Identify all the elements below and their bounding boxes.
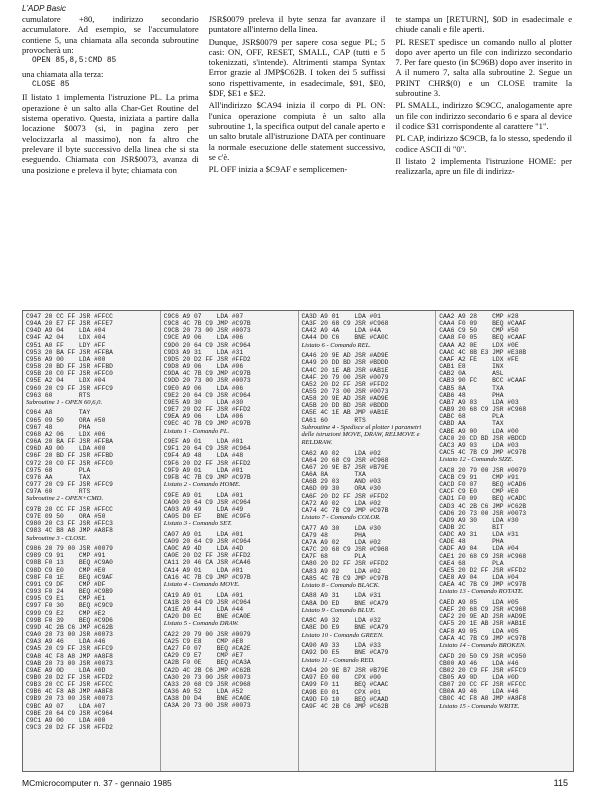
code-line: C960 20 C9 FF JSR #FFC9: [26, 384, 113, 392]
code-line: C9FB 4C 7B C9 JMP #C97B: [163, 473, 251, 481]
code-line: CAAF A2 FE LDX #FE: [439, 355, 519, 363]
code-line: CAB2 0A ASL: [439, 370, 504, 378]
code-line: CB0C 4C F8 A8 JMP #A8F8: [439, 695, 527, 703]
paragraph: PL RESET spedisce un comando nullo al plotter dopo aver aperto un file con indirizzo secondario 7. Per fare questo (in $C96B) dopo aver inserito in A il numero 7, salta alla subroutine 2. Segue un PRINT CHR$(0) e un CLOSE tramite la subroutine 3.: [395, 36, 572, 99]
code-line: CA05 D0 EF BNE #C9F6: [163, 513, 251, 521]
code-line: C97E 09 50 ORA #50: [26, 513, 106, 521]
code-line: C975 68 PLA: [26, 466, 91, 474]
code-line: CADE 48 PHA: [439, 538, 504, 546]
listing-caption: Listato 15 - Comando WRITE.: [439, 702, 520, 710]
code-line: CAB5 8A TXA: [439, 384, 504, 392]
paragraph: All'indirizzo $CA94 inizia il corpo di PL ON: l'unica operazione compiuta è un salto alla subroutine 1, la specifica output del canale aperto e un salto brutale all'istruzione DATA per continuare la normale esecuzione delle statement successivo, se c'è.: [208, 100, 386, 162]
code-line: C97B 20 CC FF JSR #FFCC: [26, 505, 113, 513]
code-line: CA94 20 9E B7 JSR #B79E: [301, 667, 389, 675]
code-line: C9EA A9 06 LDA #06: [163, 413, 244, 421]
code-line: CA5B 20 DD BD JSR #BDDD: [301, 402, 389, 410]
code-line: CAC5 4C 7B C9 JMP #C97B: [439, 448, 527, 456]
paragraph: cumulatore +80, indirizzo secondario accumulatore. Ad esempio, se l'accumulatore contiene 5, una chiamata alla seconda subroutine provocherà un:: [22, 14, 199, 55]
code-line: C9CE A9 06 LDA #06: [163, 334, 244, 342]
code-line: CA4F 20 79 00 JSR #0079: [301, 373, 389, 381]
code-line: CA16 4C 7B C9 JMP #C97B: [163, 573, 251, 581]
code-line: C9D5 20 D2 FF JSR #FFD2: [163, 355, 251, 363]
text-column: [209, 14, 386, 307]
code-line: CA00 20 64 C9 JSR #C964: [163, 498, 251, 506]
code-line: CAC0 20 CD BD JSR #BDCD: [439, 434, 527, 442]
code-line: CAB9 20 68 C9 JSR #C968: [439, 406, 527, 414]
code-line: C95B 20 C0 FF JSR #FFC0: [26, 370, 113, 378]
code-line: CA36 A9 52 LDA #52: [163, 688, 244, 695]
code-line: C98F F0 1E BEQ #C9AF: [26, 573, 113, 581]
code-line: CAE1 20 68 C9 JSR #C968: [439, 552, 527, 560]
code-line: C95E A2 04 LDX #04: [26, 377, 106, 385]
code-line: CA09 20 64 C9 JSR #C964: [163, 538, 251, 545]
code-line: C96A 20 BA FF JSR #FFBA: [26, 438, 113, 446]
code-line: C98D C9 E0 CMP #E0: [26, 566, 106, 574]
code-sample: OPEN 85,8,5:CMD 85: [32, 57, 117, 66]
code-line: CA30 20 73 00 JSR #0073: [163, 673, 251, 681]
code-line: C9D8 A9 06 LDA #06: [163, 363, 244, 371]
code-line: C9C3 20 D2 FF JSR #FFD2: [26, 724, 113, 732]
code-line: C99D 4C 2B C6 JMP #C62B: [26, 623, 113, 631]
code-line: C9B3 20 CC FF JSR #FFCC: [26, 681, 113, 689]
code-line: CA1B 20 64 C9 JSR #C964: [163, 598, 251, 606]
code-line: C983 4C B8 A8 JMP #A8F8: [26, 527, 113, 535]
code-line: C9AE A9 0D LDA #0D: [26, 666, 106, 674]
listing-caption: Listato 2 - Comando HOME.: [163, 481, 241, 489]
code-line: CA52 20 D2 FF JSR #FFD2: [301, 380, 389, 388]
paragraph: Dunque, JSR$0079 per sapere cosa segue PL; 5 casi: ON, OFF, RESET, SMALL, CAP (tutti e 5 tokenizzati, s'intende). Altrimenti stampa Syntax Error grazie al JMP$C62B. I token dei 5 suffissi sono rispettivamente, in esadecimale, $91, $E0, $DF, $E1 e $E2.: [208, 36, 386, 99]
code-line: CAB6 48 PHA: [439, 391, 504, 399]
code-line: CAFD 20 50 C9 JSR #C950: [439, 652, 527, 660]
listing-column: [23, 311, 161, 771]
code-line: C94A 20 E7 FF JSR #FFE7: [26, 320, 113, 328]
code-line: CADF A9 04 LDA #04: [439, 545, 519, 553]
code-line: CAF2 20 9E AD JSR #AD9E: [439, 613, 527, 621]
code-line: CA77 A9 30 LDA #30: [301, 524, 381, 532]
code-line: CA9B E0 01 CPX #01: [301, 688, 381, 696]
code-line: CAF8 A9 05 LDA #05: [439, 627, 519, 635]
code-line: C976 AA TAX: [26, 473, 91, 481]
code-line: CA14 A9 01 LDA #01: [163, 566, 244, 574]
code-line: CAC8 20 79 00 JSR #0079: [439, 466, 527, 474]
code-line: CAE4 68 PLA: [439, 559, 504, 567]
paragraph: una chiamata alla terza:: [22, 68, 104, 79]
code-line: CA85 4C 7B C9 JMP #C97B: [301, 574, 389, 582]
code-line: CA9F 4C 2B C6 JMP #C62B: [301, 702, 389, 710]
code-line: CA8C A9 32 LDA #32: [301, 617, 381, 625]
code-line: C997 F0 30 BEQ #C9C9: [26, 602, 113, 610]
code-line: C98B F0 13 BEQ #C9A0: [26, 559, 113, 567]
code-line: CB02 20 C9 FF JSR #FFC9: [439, 666, 527, 674]
code-line: CAAA A2 0E LDX #0E: [439, 341, 519, 349]
listing-column: [161, 311, 299, 771]
code-line: CA22 20 79 00 JSR #0079: [163, 630, 251, 638]
code-line: CA1E A9 44 LDA #44: [163, 605, 244, 613]
code-line: CA5E 4C 1E AB JMP #AB1E: [301, 409, 389, 417]
code-line: CA6F 20 D2 FF JSR #FFD2: [301, 492, 389, 500]
code-line: CB07 20 CC FF JSR #FFCC: [439, 681, 527, 689]
code-line: CAAC 4C 8B E3 JMP #E38B: [439, 348, 527, 356]
assembly-listings: [22, 310, 574, 772]
code-line: CA88 A9 31 LDA #31: [301, 592, 381, 600]
code-line: C96D A9 00 LDA #00: [26, 445, 106, 453]
code-line: CA4C 20 1E AB JSR #AB1E: [301, 366, 389, 374]
code-line: CA25 C9 E8 CMP #E8: [163, 637, 244, 645]
code-line: CA92 D0 E5 BNE #CA79: [301, 649, 389, 657]
code-line: CA2D 4C 2B C6 JMP #C62B: [163, 666, 251, 674]
listing-caption: Listato 10 - Comando GREEN.: [301, 631, 384, 639]
code-line: C9B0 20 D2 FF JSR #FFD2: [26, 673, 113, 681]
code-line: CAA2 A9 28 CMP #28: [439, 313, 519, 320]
code-line: C9A3 A9 46 LDA #46: [26, 638, 106, 646]
listing-caption: Listato 3 - Comando SET.: [163, 520, 232, 528]
code-line: CAE8 A9 04 LDA #04: [439, 574, 519, 582]
code-line: C977 20 C9 FF JSR #FFC9: [26, 481, 113, 489]
code-line: CABD AA TAX: [439, 420, 504, 428]
code-line: CA61 60 RTS: [301, 416, 366, 424]
code-line: CA6B 29 03 AND #03: [301, 478, 381, 486]
code-line: C9F1 20 64 C9 JSR #C964: [163, 445, 251, 453]
listing-caption: Subroutine 4 - Spedisce al plotter i parametri delle istruzioni MOVE, DRAW, RELMOVE e RELDRAW.: [301, 423, 422, 446]
listing-caption: Listato 14 - Comando BROKEN.: [439, 641, 526, 649]
code-line: CAEF 20 68 C9 JSR #C968: [439, 606, 527, 614]
code-line: CA44 D0 C6 BNE #CA0C: [301, 334, 389, 342]
code-line: C9E7 20 D2 FF JSR #FFD2: [163, 406, 251, 414]
code-line: C964 A8 TAY: [26, 409, 91, 417]
code-line: CAF5 20 1E AB JSR #AB1E: [439, 620, 527, 628]
text-column: [22, 14, 199, 307]
code-line: CA80 20 D2 FF JSR #FFD2: [301, 560, 389, 568]
listing-caption: Listato 11 - Comando RED.: [301, 656, 375, 664]
code-line: CA90 A9 33 LDA #33: [301, 642, 381, 650]
code-line: C965 09 50 ORA #50: [26, 416, 106, 424]
code-line: CA0E 20 D2 FF JSR #FFD2: [163, 552, 251, 560]
text-column: [395, 14, 572, 307]
code-line: CAB3 90 FC BCC #CAAF: [439, 377, 527, 385]
code-line: CA0C A9 4D LDA #4D: [163, 545, 244, 553]
code-line: C9D3 A9 31 LDA #31: [163, 348, 244, 356]
code-line: CA29 C9 E7 CMP #E7: [163, 652, 244, 660]
code-line: CA27 F0 07 BEQ #CA2E: [163, 645, 251, 653]
code-line: C956 A9 00 LDA #00: [26, 355, 106, 363]
code-line: C94D A9 04 LDA #04: [26, 327, 106, 335]
code-line: C99B F0 39 BEQ #C9D6: [26, 616, 113, 624]
listing-caption: Listato 13 - Comando ROTATE.: [439, 588, 524, 596]
code-line: C9EC 4C 7B C9 JMP #C97B: [163, 420, 251, 428]
code-line: C9B6 4C F8 A8 JMP #A8F8: [26, 688, 113, 696]
code-line: C947 20 CC FF JSR #FFCC: [26, 313, 113, 320]
code-line: CA62 A9 02 LDA #02: [301, 449, 381, 457]
listing-caption: Listato 9 - Comando BLUE.: [301, 606, 376, 614]
code-line: CA7A A9 02 LDA #02: [301, 538, 381, 546]
code-line: C9CB 20 73 00 JSR #0073: [163, 327, 251, 335]
code-line: C951 A0 FF LDY #FF: [26, 341, 106, 349]
code-line: CB05 A9 0D LDA #0D: [439, 673, 519, 681]
code-line: C967 48 PHA: [26, 423, 91, 431]
code-line: CA3A 20 73 00 JSR #0073: [163, 702, 251, 710]
code-line: C991 C9 DF CMP #DF: [26, 580, 106, 588]
code-line: C989 C9 91 CMP #91: [26, 552, 106, 560]
code-line: C995 C9 E1 CMP #E1: [26, 595, 106, 603]
code-line: C972 20 C0 FF JSR #FFC0: [26, 459, 113, 467]
code-line: CAEA 4C 7B C9 JMP #C97B: [439, 581, 527, 589]
code-line: CA74 4C 7B C9 JMP #C97B: [301, 506, 389, 514]
paragraph: JSR$0079 preleva il byte senza far avanzare il puntatore all'interno della linea.: [208, 14, 386, 35]
code-line: C9C6 A9 07 LDA #07: [163, 313, 244, 320]
page-number: 115: [553, 778, 568, 788]
code-line: CAED A9 05 LDA #05: [439, 598, 519, 606]
code-line: C9B9 20 73 00 JSR #0073: [26, 695, 113, 703]
code-line: CA83 A9 02 LDA #02: [301, 567, 381, 575]
code-line: CAD1 F0 09 BEQ #CADC: [439, 495, 527, 503]
code-line: CA64 20 68 C9 JSR #C968: [301, 456, 389, 464]
code-line: C9DA 4C 7B C9 JMP #C97B: [163, 370, 251, 378]
code-line: CADC A9 31 LDA #31: [439, 531, 519, 539]
code-line: CB0A A9 46 LDA #46: [439, 688, 519, 696]
running-header: L'ADP Basic: [22, 4, 66, 13]
code-line: CACF C9 E0 CMP #E0: [439, 488, 519, 496]
code-line: C97A 60 RTS: [26, 488, 91, 496]
code-line: C993 F0 24 BEQ #C9B9: [26, 588, 113, 596]
code-line: C958 20 BD FF JSR #FFBD: [26, 363, 113, 371]
code-line: CA55 20 73 00 JSR #0073: [301, 388, 389, 395]
code-line: C9A5 20 C9 FF JSR #FFC9: [26, 645, 113, 653]
code-line: CAC3 A9 03 LDA #03: [439, 441, 519, 449]
code-line: C9E5 A9 30 LDA #30: [163, 398, 244, 406]
code-line: CA6D 09 30 ORA #30: [301, 485, 381, 493]
code-line: CA2B F0 0E BEQ #CA3A: [163, 659, 251, 667]
paragraph: Il listato 2 implementa l'istruzione HOME: per realizzarla, apre un file di indirizz-: [395, 155, 572, 177]
listing-caption: Subroutine 2 - OPEN+CMD.: [26, 495, 104, 503]
listing-caption: Subroutine 3 - CLOSE.: [26, 534, 87, 542]
paragraph: PL OFF inizia a $C9AF e semplicemen-: [208, 164, 348, 175]
code-line: CA19 A9 01 LDA #01: [163, 591, 244, 599]
listing-caption: Listato 7 - Comando COLOR.: [301, 513, 381, 521]
code-line: C963 60 RTS: [26, 391, 91, 399]
paragraph: te stampa un [RETURN], $0D in esadecimale e chiude canali e file aperti.: [395, 14, 572, 35]
code-line: CA7C 20 68 C9 JSR #C968: [301, 546, 389, 554]
code-line: CA79 48 PHA: [301, 531, 366, 539]
code-line: C94F A2 04 LDX #04: [26, 334, 106, 342]
code-line: CAB1 E8 INX: [439, 363, 504, 371]
code-sample: CLOSE 85: [32, 80, 70, 89]
code-line: CA3F 20 68 C9 JSR #C968: [301, 320, 389, 328]
code-line: C9D0 20 64 C9 JSR #C964: [163, 341, 251, 349]
code-line: CABC 68 PLA: [439, 413, 504, 421]
code-line: C9E0 A9 06 LDA #06: [163, 384, 244, 392]
code-line: CA42 A9 4A LDA #4A: [301, 327, 381, 335]
code-line: CAA8 F0 05 BEQ #CAAF: [439, 334, 527, 342]
code-line: CA11 20 46 CA JSR #CA46: [163, 559, 251, 567]
code-line: C9FE A9 01 LDA #01: [163, 491, 244, 499]
code-line: CA33 20 68 C9 JSR #C968: [163, 680, 251, 688]
code-line: C9A0 20 73 00 JSR #0073: [26, 631, 113, 639]
code-line: CA99 F0 11 BEQ #CAAC: [301, 681, 389, 689]
code-line: C9E2 20 64 C9 JSR #C964: [163, 391, 251, 399]
code-line: CA9D F0 10 BEQ #CAAD: [301, 695, 389, 703]
code-line: C9F6 20 D2 FF JSR #FFD2: [163, 459, 251, 467]
code-line: CAA4 F0 09 BEQ #CAAF: [439, 320, 527, 328]
listing-caption: Subroutine 1 - OPEN 60,6,0.: [26, 398, 103, 406]
code-line: CA7F 68 PLA: [301, 553, 366, 561]
code-line: CA8A D0 ED BNE #CA79: [301, 599, 389, 607]
code-line: C96F 20 BD FF JSR #FFBD: [26, 452, 113, 460]
code-line: C9BC A9 07 LDA #07: [26, 702, 106, 710]
code-line: C9F4 A9 48 LDA #48: [163, 452, 244, 460]
code-line: CACB C9 91 CMP #91: [439, 473, 519, 481]
code-line: CA58 20 9E AD JSR #AD9E: [301, 395, 389, 403]
code-line: CA03 A9 49 LDA #49: [163, 505, 244, 513]
code-line: CAFA 4C 7B C9 JMP #C97B: [439, 634, 527, 642]
listing-column: [436, 311, 573, 771]
code-line: C9C1 A9 00 LDA #00: [26, 716, 106, 724]
code-line: CA20 D0 EC BNE #CA0E: [163, 613, 251, 620]
article-text: [22, 14, 572, 307]
code-line: CA07 A9 01 LDA #01: [163, 530, 244, 538]
code-line: CAE5 20 D2 FF JSR #FFD2: [439, 566, 527, 574]
code-line: CAD3 4C 2B C6 JMP #C62B: [439, 502, 527, 510]
code-line: C9C8 4C 7B C9 JMP #C97B: [163, 320, 251, 328]
listing-caption: Listato 1 - Comando PL.: [163, 427, 230, 435]
code-line: C9A8 4C F8 A8 JMP #A8F8: [26, 652, 113, 660]
code-line: CAB7 A9 03 LDA #03: [439, 398, 519, 406]
code-line: C999 C9 E2 CMP #E2: [26, 609, 106, 617]
code-line: CAD6 20 73 00 JSR #0073: [439, 509, 527, 517]
code-line: C9F9 A9 01 LDA #01: [163, 466, 244, 474]
code-line: C9AB 20 73 00 JSR #0073: [26, 659, 113, 667]
code-line: C9EF A9 01 LDA #01: [163, 438, 244, 446]
code-line: C953 20 BA FF JSR #FFBA: [26, 348, 113, 356]
listing-caption: Listato 6 - Comando REL.: [301, 341, 371, 349]
code-line: CABE A9 00 LDA #00: [439, 427, 519, 435]
listing-column: [299, 311, 437, 771]
listing-caption: Listato 8 - Comando BLACK.: [301, 581, 380, 589]
code-line: CA3D A9 01 LDA #01: [301, 313, 381, 320]
listing-caption: Listato 5 - Comando DRAW.: [163, 620, 239, 628]
code-line: CA46 20 9E AD JSR #AD9E: [301, 352, 389, 360]
code-line: CAA6 C9 50 CMP #50: [439, 327, 519, 335]
code-line: CAD9 A9 30 LDA #30: [439, 516, 519, 524]
code-line: C980 20 C3 FF JSR #FFC3: [26, 520, 113, 528]
code-line: C968 A2 06 LDX #06: [26, 430, 106, 438]
listing-caption: Listato 12 - Comando SIZE.: [439, 456, 514, 464]
code-line: CA38 D0 D4 BNE #CA0E: [163, 695, 251, 703]
code-line: CADB 2C BIT: [439, 523, 504, 531]
code-line: CA6A 8A TXA: [301, 471, 366, 479]
code-line: CACD F0 07 BEQ #CAD6: [439, 481, 527, 489]
paragraph: Il listato 1 implementa l'istruzione PL. La prima operazione è un salto alla Char-Get Routine del sistema operativo. Questa, iniziata a partire dalla locazione $0073 (si, in pagina zero per velocizzarla al massimo), non fa altro che prelevare il byte successivo della linea che si sta eseguendo. Chiamata con JSR$0073, avanza di una posizione e preleva il byte; chiamata con: [22, 92, 199, 175]
code-line: C986 20 79 00 JSR #0079: [26, 545, 113, 553]
paragraph: PL SMALL, indirizzo $C9CC, analogamente apre un file con indirizzo secondario 6 e spara al device il codice $31 corrispondente al carattere "1".: [395, 100, 572, 131]
code-line: C9BE 20 64 C9 JSR #C964: [26, 709, 113, 717]
code-line: CA49 20 DD BD JSR #BDDD: [301, 359, 389, 367]
code-line: CA67 20 9E B7 JSR #B79E: [301, 463, 389, 471]
code-line: C9DD 20 73 00 JSR #0073: [163, 377, 251, 385]
code-line: CA8E D0 E9 BNE #CA79: [301, 624, 389, 632]
code-line: CA72 A9 02 LDA #02: [301, 499, 381, 507]
listing-caption: Listato 4 - Comando MOVE.: [163, 580, 240, 588]
paragraph: PL CAP, indirizzo $C9CB, fa lo stesso, spedendo il codice ASCII di "0".: [395, 133, 572, 154]
footer-magazine: MCmicrocomputer n. 37 - gennaio 1985: [22, 778, 172, 788]
code-line: CA97 E0 00 CPX #00: [301, 674, 381, 682]
code-line: CB00 A9 46 LDA #46: [439, 659, 519, 667]
